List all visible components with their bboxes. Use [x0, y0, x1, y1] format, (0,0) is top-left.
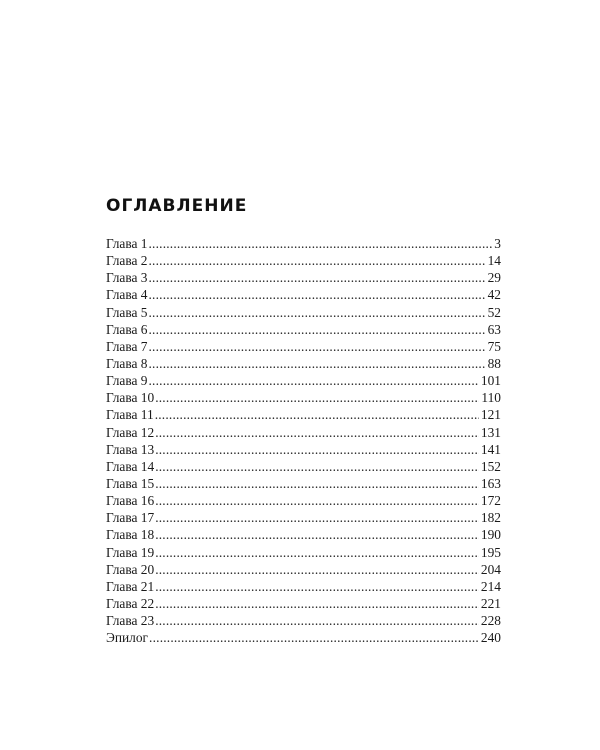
toc-entry-label: Глава 16: [106, 493, 155, 509]
toc-entry: [106, 338, 501, 355]
toc-leader-dots: [149, 252, 486, 269]
toc-entry: [106, 235, 501, 252]
toc-entry: [106, 321, 501, 338]
toc-entry: [106, 286, 501, 303]
toc-leader-dots: [155, 492, 479, 509]
toc-entry-label: Глава 15: [106, 475, 155, 491]
toc-entry-page-number: 195: [480, 544, 501, 560]
toc-entry: [106, 406, 501, 423]
toc-entry: [106, 269, 501, 286]
toc-entry-page-number: 228: [480, 613, 501, 629]
toc-entry-page-number: 240: [480, 630, 501, 646]
toc-entry-label: Глава 22: [106, 595, 155, 611]
toc-entry-label: Глава 19: [106, 544, 155, 560]
toc-entry: [106, 389, 501, 406]
toc-leader-dots: [149, 338, 486, 355]
toc-leader-dots: [149, 355, 486, 372]
toc-entry: [106, 492, 501, 509]
toc-entry-label: Глава 1: [106, 236, 148, 251]
toc-leader-dots: [155, 475, 479, 492]
toc-entry-label: Глава 17: [106, 510, 155, 526]
toc-leader-dots: [155, 544, 479, 561]
toc-entry: [106, 458, 501, 475]
toc-entry-page-number: 172: [480, 493, 501, 509]
toc-leader-dots: [155, 424, 479, 441]
toc-entry-page-number: 221: [480, 595, 501, 611]
toc-leader-dots: [149, 304, 486, 321]
toc-leader-dots: [149, 629, 479, 646]
toc-entry-page-number: 204: [480, 561, 501, 577]
toc-entry-page-number: 88: [487, 355, 501, 371]
toc-entry-page-number: 101: [480, 373, 501, 389]
toc-entry: [106, 578, 501, 595]
toc-entry-page-number: 75: [487, 338, 501, 354]
toc-entry-label: Глава 20: [106, 561, 155, 577]
toc-entry-page-number: 63: [487, 321, 501, 337]
toc-entry-label: Глава 13: [106, 441, 155, 457]
toc-entry-page-number: 152: [480, 458, 501, 474]
toc-entry-page-number: 14: [487, 253, 501, 269]
toc-entry-page-number: 141: [480, 441, 501, 457]
toc-entry: [106, 252, 501, 269]
toc-entry-page-number: 3: [494, 236, 501, 251]
toc-leader-dots: [149, 372, 479, 389]
toc-entry: [106, 424, 501, 441]
toc-entry: [106, 526, 501, 543]
toc-entry-label: Глава 2: [106, 253, 148, 269]
toc-heading: ОГЛАВЛЕНИЕ: [106, 196, 248, 216]
toc-entry-page-number: 52: [487, 304, 501, 320]
toc-leader-dots: [155, 561, 479, 578]
toc-entry: [106, 612, 501, 629]
toc-leader-dots: [155, 441, 479, 458]
toc-entry-page-number: 110: [481, 390, 501, 406]
toc-entry-label: Глава 6: [106, 321, 148, 337]
toc-leader-dots: [149, 321, 486, 338]
toc-entry-page-number: 29: [487, 270, 501, 286]
toc-entry-label: Глава 7: [106, 338, 148, 354]
toc-entry-page-number: 182: [480, 510, 501, 526]
toc-leader-dots: [155, 406, 479, 423]
toc-entry-page-number: 131: [480, 424, 501, 440]
toc-entry: [106, 544, 501, 561]
toc-entry-label: Глава 9: [106, 373, 148, 389]
toc-entry-page-number: 214: [480, 578, 501, 594]
toc-leader-dots: [155, 578, 479, 595]
toc-entry-label: Глава 11: [106, 407, 154, 423]
toc-leader-dots: [155, 526, 479, 543]
toc-entry: [106, 441, 501, 458]
toc-entry-page-number: 121: [480, 407, 501, 423]
toc-entry-label: Глава 8: [106, 355, 148, 371]
toc-entry: [106, 561, 501, 578]
toc-entry-label: Эпилог: [106, 630, 149, 646]
toc-entry: [106, 629, 501, 646]
toc-entry-label: Глава 18: [106, 527, 155, 543]
toc-entry-label: Глава 21: [106, 578, 155, 594]
toc-entry: [106, 595, 501, 612]
toc-entry-page-number: 190: [480, 527, 501, 543]
toc-leader-dots: [149, 286, 486, 303]
toc-entry-label: Глава 10: [106, 390, 155, 406]
toc-entry-page-number: 163: [480, 475, 501, 491]
toc-entry: [106, 304, 501, 321]
toc-entry-label: Глава 12: [106, 424, 155, 440]
toc-leader-dots: [155, 509, 479, 526]
toc-entry-label: Глава 23: [106, 613, 155, 629]
toc-entry: [106, 355, 501, 372]
toc-entry-label: Глава 14: [106, 458, 155, 474]
toc-entry-page-number: 42: [487, 287, 501, 303]
toc-leader-dots: [155, 595, 479, 612]
toc-list: [106, 235, 501, 646]
toc-entry: [106, 509, 501, 526]
toc-leader-dots: [155, 389, 479, 406]
toc-entry-label: Глава 3: [106, 270, 148, 286]
toc-entry-label: Глава 5: [106, 304, 148, 320]
toc-entry: [106, 372, 501, 389]
toc-entry: [106, 475, 501, 492]
toc-leader-dots: [155, 612, 479, 629]
toc-entry-label: Глава 4: [106, 287, 148, 303]
toc-leader-dots: [149, 235, 493, 252]
toc-leader-dots: [149, 269, 486, 286]
toc-leader-dots: [155, 458, 479, 475]
